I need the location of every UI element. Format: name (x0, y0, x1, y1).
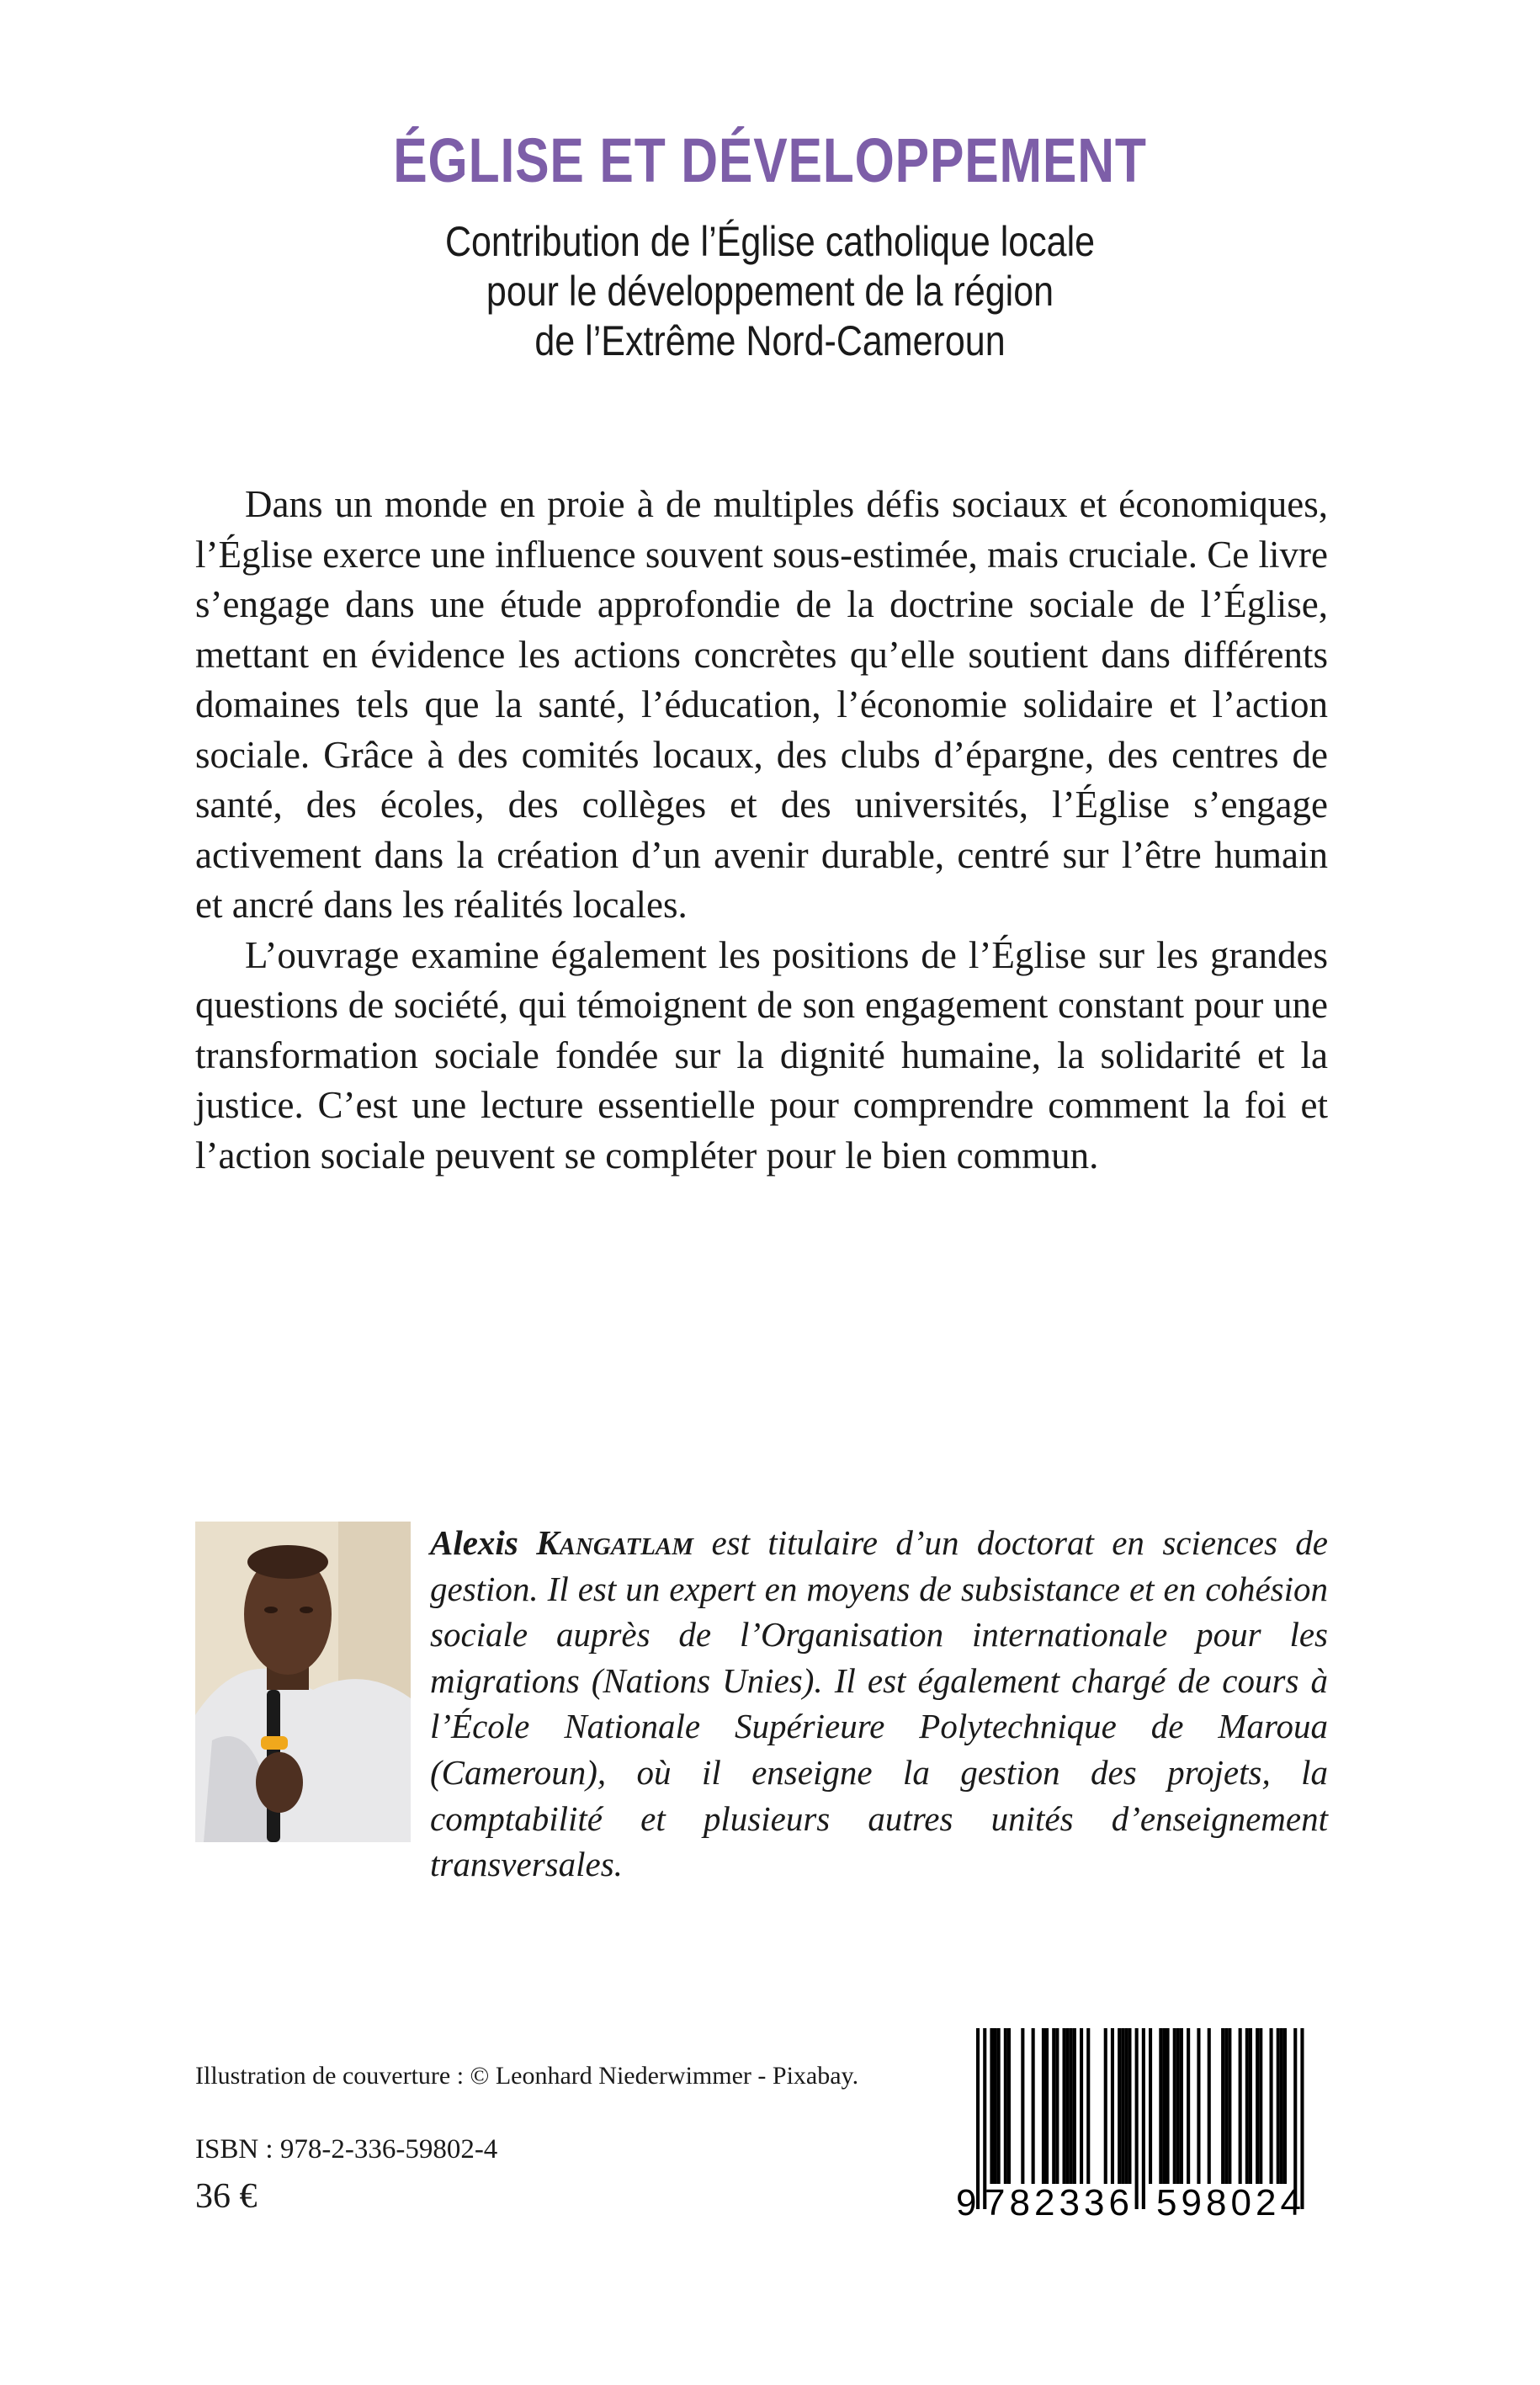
barcode-bar (994, 2028, 997, 2184)
summary-paragraph: L’ouvrage examine également les positions de l’Église sur les grandes questions de société, qui témoignent de son engagement constant pour une transformation sociale fondée sur la dignité humaine, la solidarité et la justice. C’est une lecture essentielle pour comprendre comment la foi et l’action sociale peuvent se compléter pour le bien commun. (195, 933, 1328, 1177)
barcode-bar (1245, 2028, 1249, 2184)
barcode-bar (1187, 2028, 1190, 2184)
author-portrait-image (195, 1522, 411, 1842)
subtitle-line: Contribution de l’Église catholique locale (444, 218, 1096, 265)
barcode-bar (1300, 2028, 1304, 2209)
summary-paragraph: Dans un monde en proie à de multiples défis sociaux et économiques, l’Église exerce une influence souvent sous-estimée, mais cruciale. Ce livre s’engage dans une étude approfondie de la doctrine sociale de l’Église, mettant en évidence les actions concrètes qu’elle soutient dans différents domaines tels que la santé, l’éducation, l’économie solidaire et l’action sociale. Grâce à des comités locaux, des clubs d’épargne, des centres de santé, des écoles, des collèges et des universités, l’Église s’engage activement dans la création d’un avenir durable, centré sur l’être humain et ancré dans les réalités locales. (195, 483, 1328, 926)
isbn: ISBN : 978-2-336-59802-4 (195, 2134, 498, 2165)
author-bio (430, 1520, 1328, 1888)
barcode-bar (1166, 2028, 1170, 2184)
barcode-bar (1176, 2028, 1180, 2184)
barcode-bar (1135, 2028, 1139, 2209)
barcode-bar (1070, 2028, 1073, 2184)
author-bio-text: est titulaire d’un doctorat en sciences de gestion. Il est un expert en moyens de subsistance et en cohésion sociale auprès de l’Organisation internationale pour les migrations (Nations Unies). Il est également chargé de cours à l’École Nationale Supérieure Polytechnique de Maroua (Cameroun), où il enseigne la gestion des projets, la comptabilité et plusieurs autres unités d’enseignement transversales. (430, 1523, 1328, 1884)
barcode-bar (1042, 2028, 1045, 2184)
cover-illustration-credit: Illustration de couverture : © Leonhard Niederwimmer - Pixabay. (195, 2062, 859, 2090)
barcode-bar (1073, 2028, 1076, 2184)
barcode-bar (1239, 2028, 1242, 2184)
book-subtitle (0, 217, 1540, 366)
barcode-bar (1208, 2028, 1211, 2184)
summary-text (195, 480, 1328, 1181)
barcode-bar (1121, 2028, 1124, 2184)
barcode-bar (1221, 2028, 1224, 2184)
barcode-bar (1032, 2028, 1035, 2184)
barcode-bar (1159, 2028, 1162, 2184)
barcode-bar (1111, 2028, 1114, 2184)
barcode-bar (1142, 2028, 1145, 2209)
barcode-bar (1128, 2028, 1131, 2184)
barcode-bar (1066, 2028, 1070, 2184)
barcode-bar (1249, 2028, 1252, 2184)
price: 36 € (195, 2177, 258, 2216)
barcode (951, 2020, 1338, 2222)
barcode-bar (1280, 2028, 1283, 2184)
barcode-bar (1162, 2028, 1166, 2184)
barcode-bar (1149, 2028, 1152, 2184)
barcode-bar (1104, 2028, 1107, 2184)
barcode-bar (1277, 2028, 1280, 2184)
barcode-bar (976, 2028, 980, 2209)
barcode-bar (1256, 2028, 1259, 2184)
barcode-bar (1180, 2028, 1183, 2184)
subtitle-line: pour le développement de la région (486, 268, 1054, 315)
author-photo (195, 1522, 411, 1842)
barcode-bar (1055, 2028, 1059, 2184)
barcode-bar (1086, 2028, 1090, 2184)
barcode-bar (1045, 2028, 1049, 2184)
barcode-bar (1259, 2028, 1262, 2184)
barcode-bar (1052, 2028, 1055, 2184)
author-first-name: Alexis (430, 1523, 518, 1562)
barcode-bar (1021, 2028, 1024, 2184)
barcode-bar (1004, 2028, 1007, 2184)
barcode-right-digits: 598024 (1156, 2182, 1301, 2222)
book-title: ÉGLISE ET DÉVELOPPEMENT (393, 125, 1147, 195)
barcode-bar (1124, 2028, 1128, 2184)
subtitle-line: de l’Extrême Nord-Cameroun (534, 317, 1006, 364)
author-last-name: Kangatlam (536, 1523, 694, 1562)
barcode-bar (1283, 2028, 1287, 2184)
barcode-bar (1063, 2028, 1066, 2184)
barcode-bar (1007, 2028, 1011, 2184)
barcode-bar (1270, 2028, 1273, 2184)
barcode-bar (1118, 2028, 1121, 2184)
barcode-first-digit: 9 (956, 2182, 977, 2222)
barcode-bar (1224, 2028, 1228, 2184)
barcode-bar (1173, 2028, 1176, 2184)
barcode-bar (990, 2028, 993, 2184)
barcode-bar (1228, 2028, 1231, 2184)
barcode-bar (1080, 2028, 1083, 2184)
barcode-bar (1197, 2028, 1200, 2184)
barcode-bar (997, 2028, 1001, 2184)
barcode-left-digits: 782336 (985, 2182, 1129, 2222)
